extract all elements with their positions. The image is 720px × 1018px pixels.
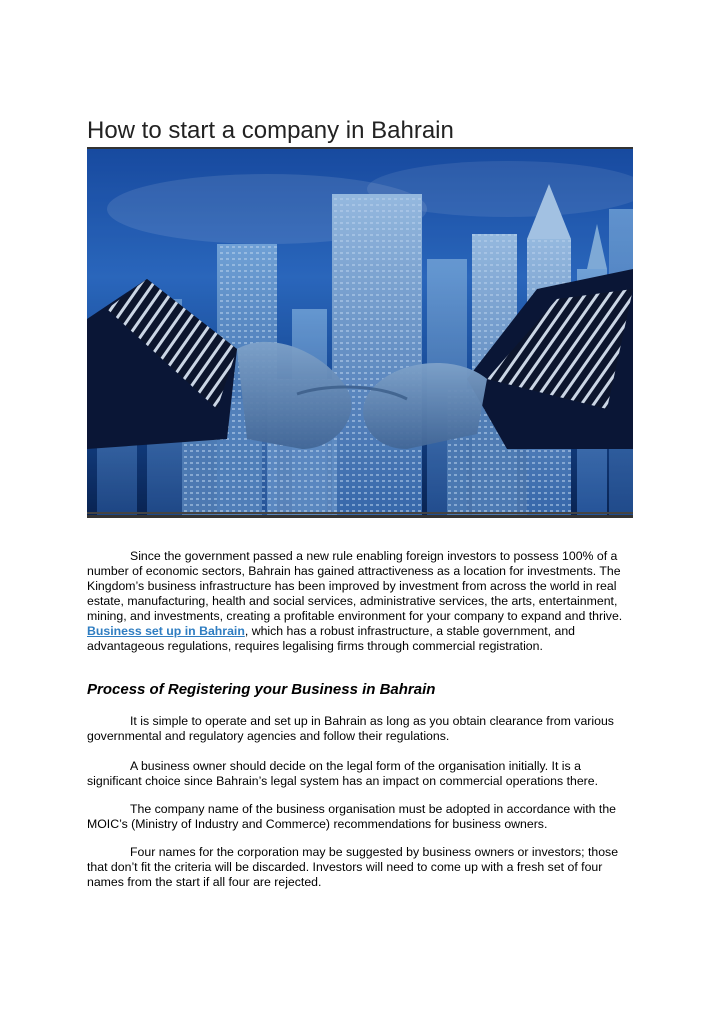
hero-image: [87, 149, 633, 515]
image-divider: [87, 512, 633, 514]
process-section: [87, 714, 637, 744]
process-paragraph-4: Four names for the corporation may be suggested by business owners or investors; those that don’t fit the criteria will be discarded. Investors will need to come up with a fresh set of four names from the start if all four are rejected.: [87, 845, 619, 889]
process-block-4: [87, 845, 637, 890]
handshake-skyline-illustration: [87, 149, 633, 515]
intro-paragraph: Since the government passed a new rule enabling foreign investors to possess 100% of a number of economic sectors, Bahrain has gained attractiveness as a location for investments. The Kingdom’s business infrastructure has been improved by investment from across the world in real estate, manufacturing, health and social services, administrative services, the arts, entertainment, mining, and investments, creating a profitable environment for your company to expand and thrive.: [87, 549, 623, 623]
process-paragraph-3: The company name of the business organisation must be adopted in accordance with the MOIC’s (Ministry of Industry and Commerce) recommendations for business owners.: [87, 802, 617, 831]
intro-section: [87, 549, 637, 654]
process-paragraph-1: It is simple to operate and set up in Bahrain as long as you obtain clearance from various governmental and regulatory agencies and follow their regulations.: [87, 714, 614, 743]
link-paragraph: [87, 624, 637, 654]
process-paragraph-2: A business owner should decide on the legal form of the organisation initially. It is a significant choice since Bahrain’s legal system has an impact on commercial operations there.: [87, 759, 599, 788]
business-setup-link[interactable]: Business set up in Bahrain: [87, 624, 245, 638]
link-paragraph-text: , which has a robust infrastructure, a stable government, and advantageous regulations, requires legalising firms through commercial registration.: [87, 624, 576, 653]
section-heading: Process of Registering your Business in Bahrain: [87, 681, 436, 698]
page-title: How to start a company in Bahrain: [87, 117, 454, 144]
process-block-3: [87, 802, 637, 832]
process-block-2: [87, 759, 637, 789]
image-divider-thick: [87, 515, 633, 518]
